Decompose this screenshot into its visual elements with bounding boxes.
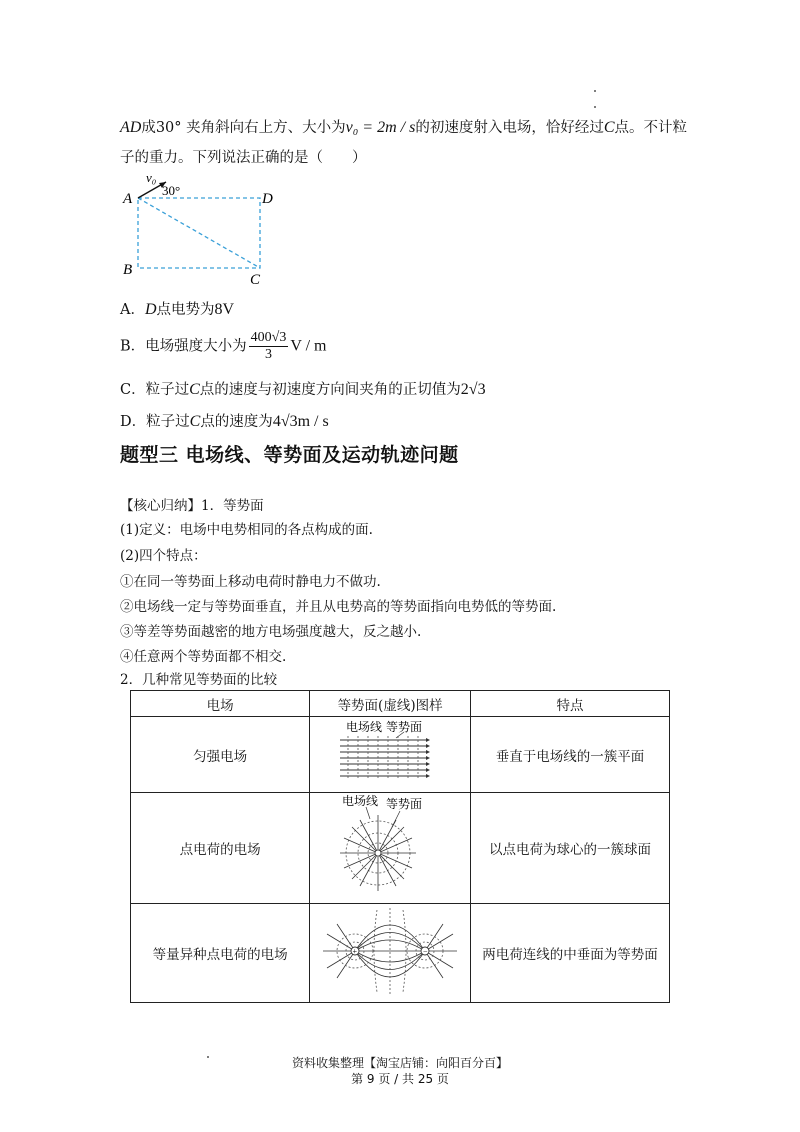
initial-velocity: v₀ = 2m / s xyxy=(345,119,416,136)
label-d: D xyxy=(262,191,273,207)
option-a-prefix: A． xyxy=(120,302,145,318)
cell-field: 匀强电场 xyxy=(131,717,310,793)
header-feature: 特点 xyxy=(471,691,670,717)
uniform-field-diagram xyxy=(330,718,450,788)
cell-feature: 以点电荷为球心的一簇球面 xyxy=(471,793,670,904)
option-d-text: 点的速度为 xyxy=(200,414,273,430)
option-b xyxy=(120,330,327,363)
table-row xyxy=(131,717,670,793)
plus-charge-icon: + xyxy=(352,947,358,956)
option-a-text: 点电势为 xyxy=(156,302,215,318)
cell-field: 等量异种点电荷的电场 xyxy=(131,904,310,1003)
core-summary: 【核心归纳】1．等势面 xyxy=(120,498,264,514)
header-field: 电场 xyxy=(131,691,310,717)
table-header-row xyxy=(131,691,670,717)
cell-pattern xyxy=(310,793,471,904)
minus-charge-icon: − xyxy=(423,947,428,956)
footer-source: 资料收集整理【淘宝店铺：向阳百分百】 xyxy=(291,1056,508,1070)
question-text: 点。不计粒 xyxy=(614,120,687,136)
option-c-point: C xyxy=(189,381,200,398)
dipole-diagram xyxy=(315,904,465,998)
point-charge-diagram xyxy=(330,793,450,899)
cell-pattern xyxy=(310,904,471,1003)
option-c xyxy=(120,378,486,399)
option-c-prefix: C．粒子过 xyxy=(120,382,190,398)
segment-ad: AD xyxy=(120,119,142,136)
cell-feature: 两电荷连线的中垂面为等势面 xyxy=(471,904,670,1003)
option-d xyxy=(120,410,329,431)
table-row xyxy=(131,904,670,1003)
cell-field: 点电荷的电场 xyxy=(131,793,310,904)
diagram-label-field-line: 电场线 xyxy=(346,719,383,734)
option-d-value: 4√3m / s xyxy=(272,413,329,430)
question-text: 成30° 夹角斜向右上方、大小为 xyxy=(141,120,346,136)
cell-feature: 垂直于电场线的一簇平面 xyxy=(471,717,670,793)
point-c: C xyxy=(603,119,615,136)
option-b-unit: V / m xyxy=(290,337,327,355)
label-b: B xyxy=(123,262,133,278)
rectangle-figure xyxy=(118,168,288,288)
header-pattern: 等势面(虚线)图样 xyxy=(310,691,471,717)
option-a-point: D xyxy=(144,301,157,318)
section-heading: 题型三 电场线、等势面及运动轨迹问题 xyxy=(120,444,459,466)
option-d-point: C xyxy=(189,413,201,430)
fraction-numerator: 400√3 xyxy=(250,330,287,345)
feature-4: ④任意两个等势面都不相交. xyxy=(120,649,287,665)
corner-dot xyxy=(594,106,596,108)
feature-2: ②电场线一定与等势面垂直，并且从电势高的等势面指向电势低的等势面. xyxy=(120,599,557,615)
definition: (1)定义：电场中电势相同的各点构成的面. xyxy=(120,522,373,538)
corner-dot xyxy=(594,90,596,92)
label-v0: v₀ xyxy=(146,170,157,185)
diagram-label-equipotential: 等势面 xyxy=(386,797,423,811)
option-b-prefix: B．电场强度大小为 xyxy=(120,338,247,355)
option-a xyxy=(120,298,234,319)
question-text: 的初速度射入电场，恰好经过 xyxy=(415,120,604,136)
comparison-table xyxy=(130,690,670,1003)
feature-1: ①在同一等势面上移动电荷时静电力不做功. xyxy=(120,574,381,590)
label-a: A xyxy=(123,191,133,207)
question-line-1 xyxy=(120,116,687,137)
footer-page-number: 第 9 页 / 共 25 页 xyxy=(351,1072,449,1086)
fraction-denominator: 3 xyxy=(265,347,272,362)
option-a-value: 8V xyxy=(214,301,235,318)
four-features: (2)四个特点： xyxy=(120,548,207,564)
option-c-value: 2√3 xyxy=(460,381,486,398)
option-c-text: 点的速度与初速度方向间夹角的正切值为 xyxy=(199,382,461,398)
question-text: 子的重力。下列说法正确的是（ ） xyxy=(120,150,367,166)
question-line-2 xyxy=(120,146,367,167)
label-c: C xyxy=(250,272,261,288)
diagram-label-equipotential: 等势面 xyxy=(386,719,423,734)
label-angle: 30° xyxy=(162,183,181,198)
diagram-label-field-line: 电场线 xyxy=(342,794,379,808)
comparison-title: 2．几种常见等势面的比较 xyxy=(120,672,278,688)
option-b-fraction xyxy=(249,330,289,363)
feature-3: ③等差等势面越密的地方电场强度越大，反之越小. xyxy=(120,624,422,640)
option-d-prefix: D．粒子过 xyxy=(120,414,190,430)
cell-pattern xyxy=(310,717,471,793)
table-row xyxy=(131,793,670,904)
